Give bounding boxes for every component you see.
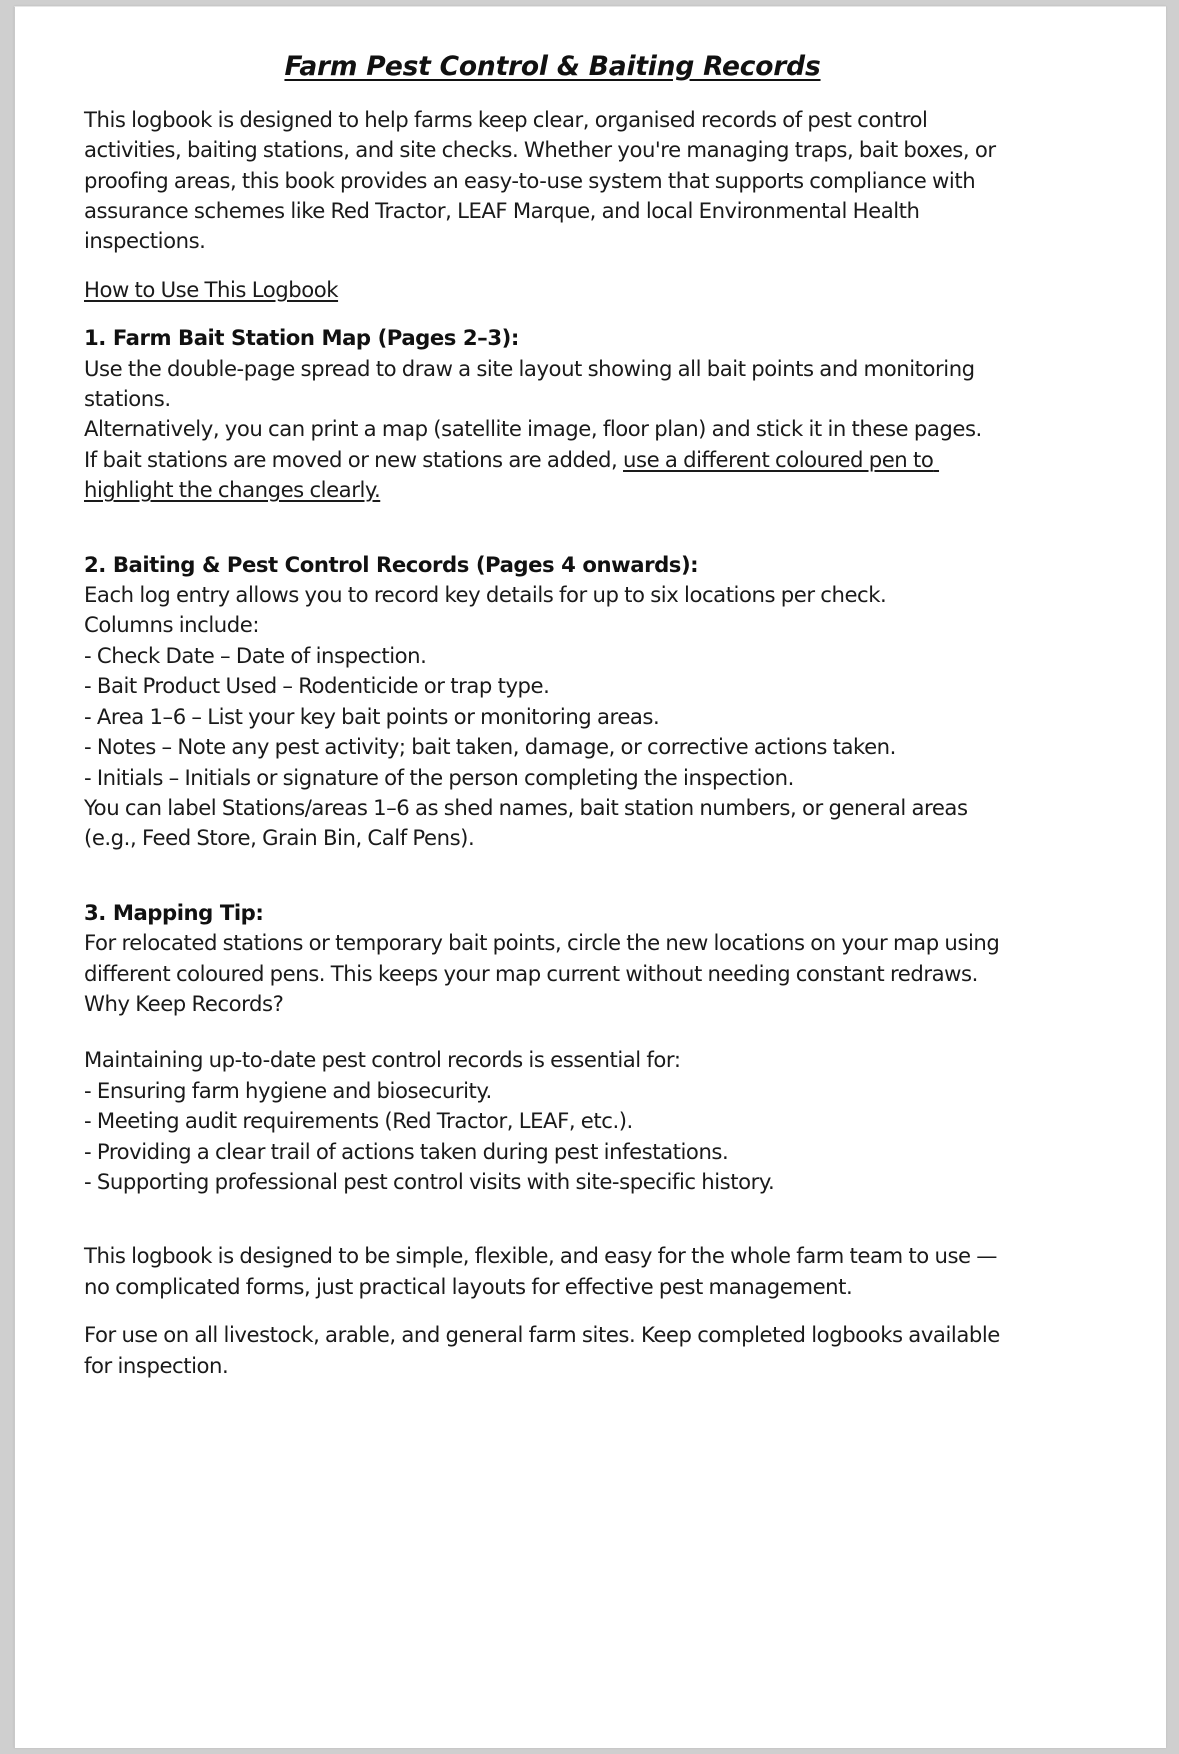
document-page	[14, 6, 1166, 1748]
list-item: - Area 1–6 – List your key bait points or monitoring areas.	[84, 703, 660, 729]
section-2-line-1: Each log entry allows you to record key details for up to six locations per check.	[84, 582, 887, 608]
section-1-block	[84, 323, 1021, 505]
list-item: - Bait Product Used – Rodenticide or trap type.	[84, 673, 550, 699]
how-to-use-heading-block	[84, 275, 1021, 305]
section-1-line-3-plain: If bait stations are moved or new stations are added,	[84, 446, 624, 472]
list-item: - Ensuring farm hygiene and biosecurity.	[84, 1077, 492, 1103]
list-item: - Notes – Note any pest activity; bait taken, damage, or corrective actions taken.	[84, 734, 896, 760]
section-3-body: For relocated stations or temporary bait points, circle the new locations on your map using different coloured pens. This keeps your map current without needing constant redraws.	[84, 930, 1000, 986]
closing-paragraph-2-block	[84, 1320, 1021, 1381]
closing-paragraph-1-block	[84, 1241, 1021, 1302]
section-1-line-1: Use the double-page spread to draw a site layout showing all bait points and monitoring stations.	[84, 355, 981, 412]
section-3-block	[84, 898, 1021, 1020]
list-item: - Providing a clear trail of actions taken during pest infestations.	[84, 1138, 729, 1164]
spacer-before-why-list	[84, 1019, 1021, 1045]
section-2-block	[84, 550, 1021, 854]
list-item: - Meeting audit requirements (Red Tractor, LEAF, etc.).	[84, 1108, 633, 1134]
why-keep-records-question: Why Keep Records?	[84, 990, 284, 1016]
section-2-heading: 2. Baiting & Pest Control Records (Pages 4 onwards):	[84, 551, 699, 577]
section-1-line-3-underlined: use a different coloured pen to highlight the changes clearly.	[84, 446, 940, 503]
intro-paragraph-block	[84, 105, 1021, 257]
how-to-use-heading: How to Use This Logbook	[84, 276, 339, 302]
page-title: Farm Pest Control & Baiting Records	[284, 51, 821, 82]
closing-paragraph-1: This logbook is designed to be simple, flexible, and easy for the whole farm team to use — no complicated forms, just practical layouts for effective pest management.	[84, 1243, 998, 1299]
section-1-line-3	[84, 445, 1021, 506]
spacer-before-closing	[84, 1197, 1021, 1241]
intro-paragraph: This logbook is designed to help farms keep clear, organised records of pest control activities, baiting stations, and site checks. Whether you're managing traps, bait boxes, or proofing areas, this book provides an easy-to-use system that supports compliance with assurance schemes like Red Tractor, LEAF Marque, and local Environmental Health inspections.	[84, 106, 996, 254]
list-item: - Supporting professional pest control visits with site-specific history.	[84, 1168, 775, 1194]
list-item: - Check Date – Date of inspection.	[84, 642, 427, 668]
spacer-after-section-1	[84, 506, 1021, 550]
spacer-after-section-2	[84, 854, 1021, 898]
list-item: - Initials – Initials or signature of the person completing the inspection.	[84, 764, 794, 790]
why-keep-records-lead: Maintaining up-to-date pest control records is essential for:	[84, 1047, 681, 1073]
section-2-line-2: Columns include:	[84, 612, 260, 638]
section-1-line-2: Alternatively, you can print a map (satellite image, floor plan) and stick it in these pages.	[84, 416, 982, 442]
section-2-closing: You can label Stations/areas 1–6 as shed names, bait station numbers, or general areas (e.g., Feed Store, Grain Bin, Calf Pens).	[84, 794, 968, 851]
why-keep-records-block	[84, 1045, 1021, 1197]
section-1-heading: 1. Farm Bait Station Map (Pages 2–3):	[84, 325, 519, 351]
closing-paragraph-2: For use on all livestock, arable, and general farm sites. Keep completed logbooks available for inspection.	[84, 1322, 1000, 1378]
section-3-heading: 3. Mapping Tip:	[84, 899, 264, 925]
page-content	[84, 51, 1021, 1399]
